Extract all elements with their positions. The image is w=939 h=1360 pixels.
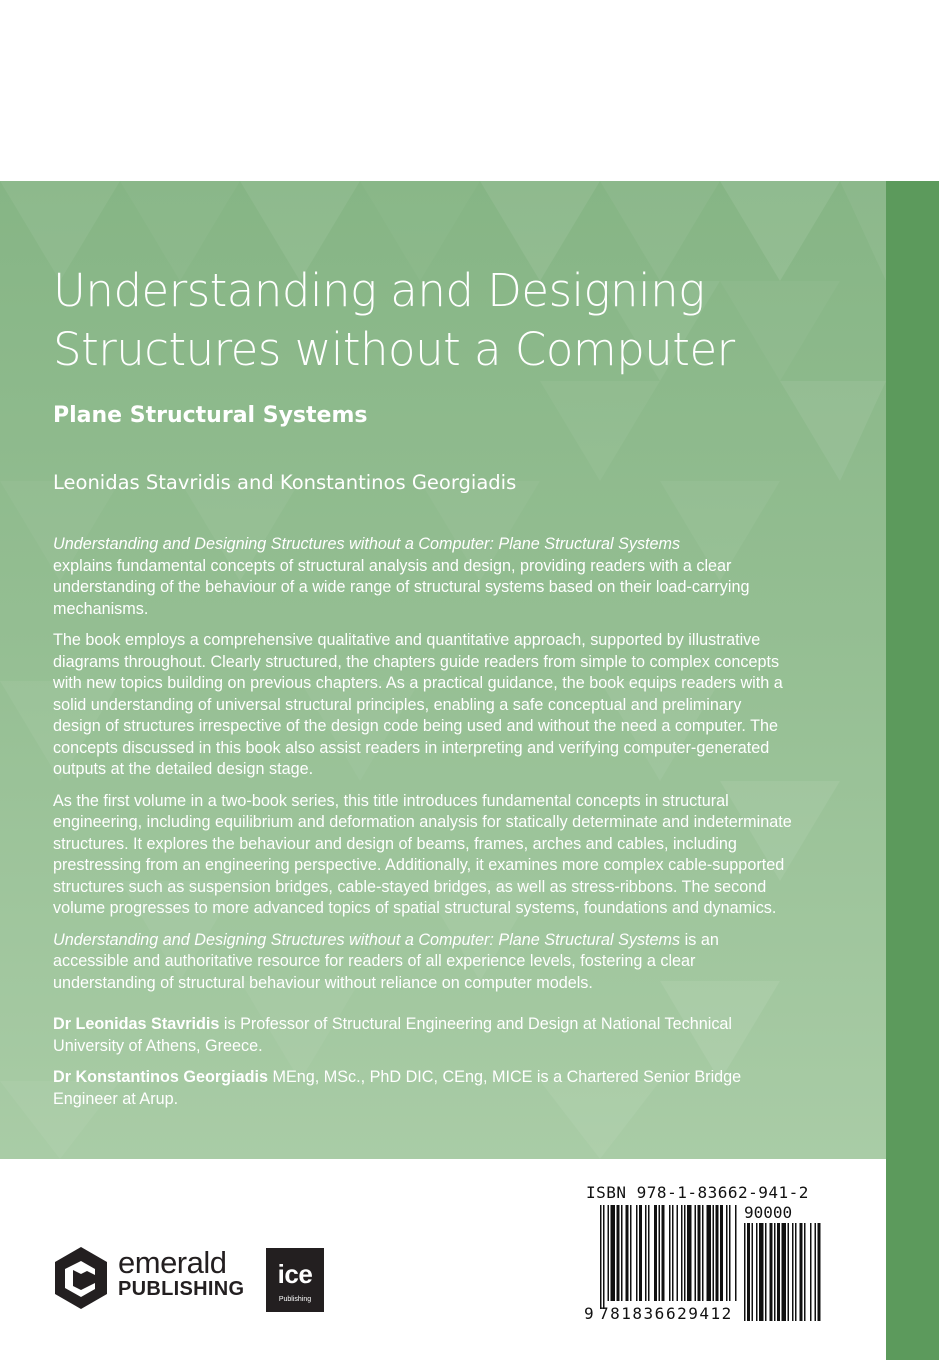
barcode-addon-bar bbox=[777, 1223, 780, 1321]
barcode-bar bbox=[698, 1205, 701, 1301]
blurb-p1-title: Understanding and Designing Structures without a Computer: Plane Structural Systems bbox=[53, 535, 681, 553]
bio1-text: is Professor of Structural Engineering and Design at National Technical University of Athens, Greece. bbox=[53, 1015, 733, 1055]
barcode-addon-bar bbox=[774, 1223, 776, 1321]
barcode-addon-bar bbox=[770, 1223, 773, 1321]
bio2-text: MEng, MSc., PhD DIC, CEng, MICE is a Chartered Senior Bridge Engineer at Arup. bbox=[53, 1068, 742, 1108]
barcode-bar bbox=[669, 1205, 671, 1301]
barcode-bar bbox=[639, 1205, 642, 1301]
barcode-bar bbox=[677, 1205, 679, 1301]
blurb-paragraph-3: As the first volume in a two-book series, this title introduces fundamental concepts in structural engineering, including equilibrium and deformation analysis for statically determinate and indeterminate structures. It explores the behaviour and design of beams, frames, arches and cables, including prestressing from an engineering perspective. Additionally, it examines more complex cable-supported structures such as suspension bridges, cable-stayed bridges, as well as stress-ribbons. The second volume progresses to more advanced topics of spatial structural systems, foundations and dynamics. bbox=[53, 791, 792, 917]
emerald-publishing-logo bbox=[52, 1245, 252, 1315]
ice-sub: Publishing bbox=[278, 1296, 312, 1303]
author-bio-2 bbox=[53, 1067, 793, 1110]
barcode-bar bbox=[621, 1205, 623, 1301]
book-authors: Leonidas Stavridis and Konstantinos Georgiadis bbox=[53, 471, 517, 494]
barcode-bar bbox=[654, 1205, 657, 1301]
book-title bbox=[53, 261, 853, 379]
barcode-addon-bar bbox=[765, 1223, 767, 1321]
barcode-bar bbox=[603, 1205, 605, 1309]
barcode-bar bbox=[611, 1205, 616, 1301]
blurb-paragraph-1 bbox=[53, 534, 793, 620]
barcode-bar bbox=[662, 1205, 665, 1301]
barcode-bar bbox=[672, 1205, 674, 1301]
barcode-bar bbox=[608, 1205, 610, 1301]
barcode-bar bbox=[729, 1205, 731, 1301]
barcode-bar bbox=[726, 1205, 728, 1301]
barcode-addon-bar bbox=[744, 1223, 746, 1321]
barcode-ean-right: 629412 bbox=[666, 1304, 733, 1323]
barcode-bar bbox=[695, 1205, 697, 1301]
ice-publishing-logo bbox=[266, 1248, 324, 1312]
emerald-name: emerald bbox=[118, 1245, 227, 1280]
ice-name: ice bbox=[277, 1259, 313, 1289]
barcode-ean-left: 781836 bbox=[599, 1304, 666, 1323]
book-title-line1: Understanding and Designing bbox=[53, 264, 705, 317]
barcode-bar bbox=[648, 1205, 650, 1301]
isbn-barcode bbox=[584, 1203, 822, 1325]
barcode-bar bbox=[716, 1205, 719, 1301]
barcode-bar bbox=[687, 1205, 692, 1301]
cover-panel bbox=[0, 181, 886, 1159]
barcode-addon-bar bbox=[804, 1223, 806, 1321]
barcode-addon-bar bbox=[810, 1223, 812, 1321]
author-bio-1 bbox=[53, 1014, 793, 1057]
barcode-addon-bar bbox=[752, 1223, 754, 1321]
barcode-bar bbox=[713, 1205, 715, 1301]
barcode-addon-bar bbox=[795, 1223, 797, 1321]
barcode-bar bbox=[684, 1205, 686, 1301]
blurb-paragraph-2: The book employs a comprehensive qualitative and quantitative approach, supported by illustrative diagrams throughout. Clearly structured, the chapters guide readers from simple to complex concepts with new topics building on previous chapters. As a practical guidance, the book equips readers with a solid understanding of universal structural principles, enabling a safe conceptual and preliminary design of structures irrespective of the design code being used and without the need a computer. The concepts discussed in this book also assist readers in interpreting and verifying computer-generated outputs at the detailed design stage. bbox=[53, 631, 783, 778]
spine-strip bbox=[886, 181, 939, 1360]
barcode-bar bbox=[702, 1205, 704, 1301]
barcode-addon-bar bbox=[759, 1223, 764, 1321]
book-subtitle: Plane Structural Systems bbox=[53, 403, 368, 428]
barcode-addon-bar bbox=[815, 1223, 817, 1321]
blurb-p1-text: explains fundamental concepts of structural analysis and design, providing readers with a clear understanding of the behaviour of a wide range of structural systems based on their load-carrying mechanisms. bbox=[53, 556, 750, 618]
blurb-paragraph-4 bbox=[53, 930, 793, 995]
barcode-bar bbox=[659, 1205, 661, 1301]
barcode-bar bbox=[681, 1205, 683, 1301]
bio1-name: Dr Leonidas Stavridis bbox=[53, 1015, 220, 1033]
book-title-line2: Structures without a Computer bbox=[53, 323, 735, 376]
emerald-hexagon-icon bbox=[52, 1245, 110, 1311]
barcode-bar bbox=[626, 1205, 629, 1301]
barcode-addon-bar bbox=[800, 1223, 803, 1321]
barcode-addon: 90000 bbox=[744, 1203, 793, 1222]
barcode-addon-bar bbox=[747, 1223, 750, 1321]
barcode-addon-bar bbox=[782, 1223, 787, 1321]
barcode-bar bbox=[735, 1205, 737, 1301]
top-white-area bbox=[0, 0, 939, 181]
barcode-bar bbox=[636, 1205, 638, 1301]
barcode-addon-bar bbox=[788, 1223, 790, 1321]
barcode-bar bbox=[720, 1205, 723, 1301]
barcode-bar bbox=[707, 1205, 712, 1301]
barcode-addon-bar bbox=[792, 1223, 794, 1321]
isbn-text: ISBN 978-1-83662-941-2 bbox=[586, 1183, 809, 1202]
blurb-p4-title: Understanding and Designing Structures without a Computer: Plane Structural Systems bbox=[53, 930, 681, 949]
blurb bbox=[53, 534, 793, 1120]
barcode-bar bbox=[600, 1205, 602, 1309]
emerald-sub: PUBLISHING bbox=[118, 1278, 245, 1300]
barcode-ean-first: 9 bbox=[584, 1304, 594, 1323]
barcode-bar bbox=[645, 1205, 647, 1301]
barcode-addon-bar bbox=[756, 1223, 758, 1321]
barcode-bar bbox=[617, 1205, 620, 1301]
barcode-addon-bar bbox=[818, 1223, 821, 1321]
blurb-p4-text: is an accessible and authoritative resource for readers of all experience levels, fostering a clear understanding of structural behaviour without reliance on computer models. bbox=[53, 930, 719, 992]
barcode-bar bbox=[630, 1205, 632, 1301]
bio2-name: Dr Konstantinos Georgiadis bbox=[53, 1068, 268, 1086]
